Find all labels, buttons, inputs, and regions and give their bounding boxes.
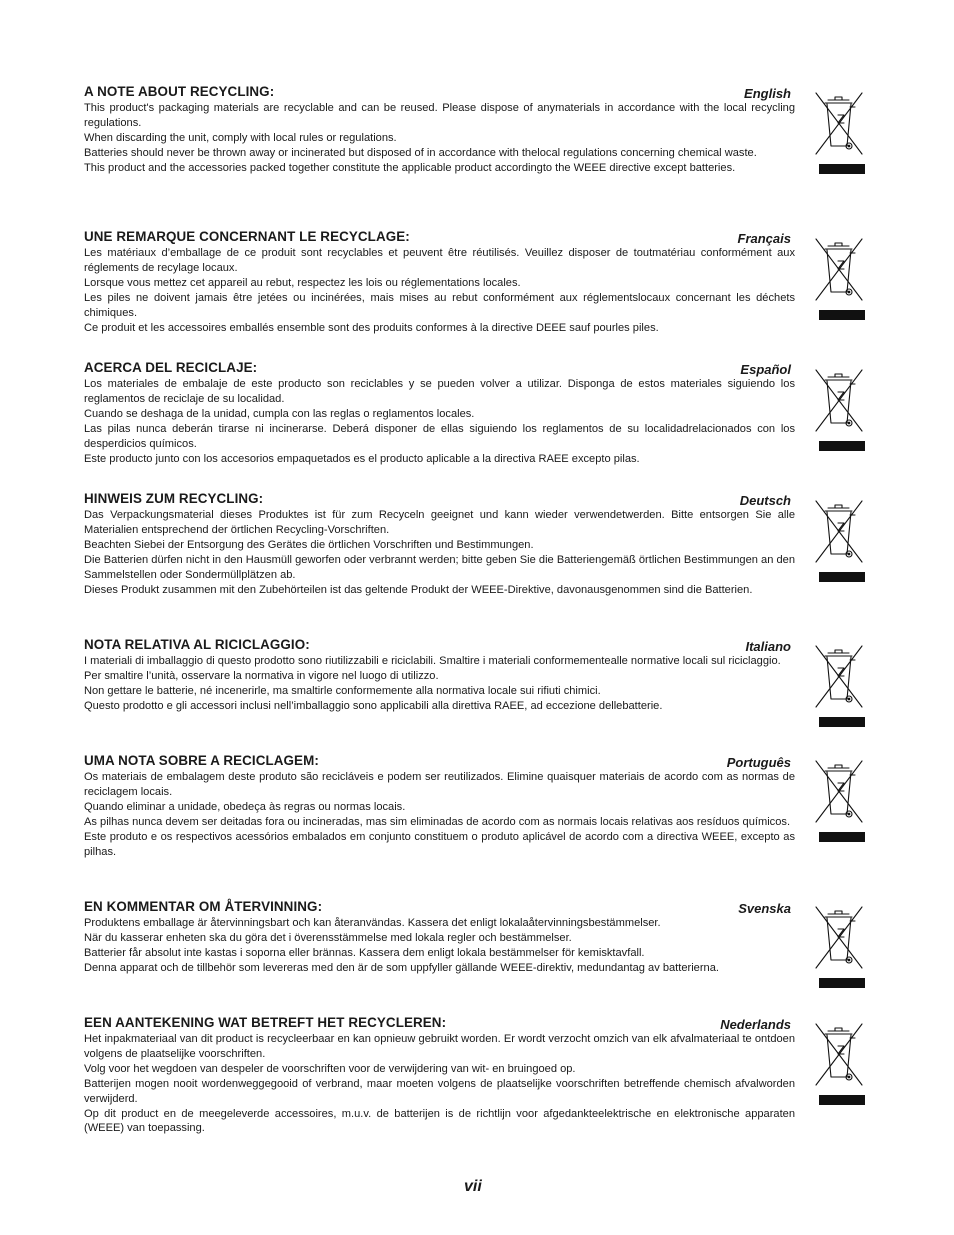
- section-deutsch: [84, 491, 866, 597]
- weee-bin-icon: [811, 236, 867, 320]
- paragraph: Die Batterien dürfen nicht in den Hausmüll geworfen oder verbrannt werden; bitte geben Sie die Batteriengemäß örtlichen Bestimmungen an den Sammelstellen oder Sondermüllplätzen ab.: [84, 553, 795, 581]
- section-body: [84, 916, 795, 976]
- section-english: [84, 84, 866, 176]
- paragraph: When discarding the unit, comply with local rules or regulations.: [84, 131, 397, 144]
- language-label: English: [744, 86, 791, 101]
- paragraph: Questo prodotto e gli accessori inclusi nell’imballaggio sono applicabili alla direttiva RAEE, ad eccezione dellebatterie.: [84, 699, 663, 712]
- section-header: [84, 84, 796, 101]
- weee-bin-icon: [811, 643, 867, 727]
- paragraph: Batterier får absolut inte kastas i soporna eller brännas. Kassera dem enligt lokala bestämmelser för kemisktavfall.: [84, 946, 645, 959]
- paragraph: Os materiais de embalagem deste produto são recicláveis e podem ser reutilizados. Elimine quaisquer materiais de acordo com as normas de reciclagem locais.: [84, 771, 795, 798]
- weee-bin-icon: [811, 904, 867, 988]
- paragraph: As pilhas nunca devem ser deitadas fora ou incineradas, mas sim eliminadas de acordo com as normais locais relativas aos resíduos químicos.: [84, 815, 791, 828]
- weee-bar-mark: [819, 572, 865, 582]
- paragraph: Las pilas nunca deberán tirarse ni incinerarse. Deberá disponer de ellas siguiendo los reglamentos de su localidadrelacionados con los desperdicios químicos.: [84, 422, 795, 450]
- paragraph: Per smaltire l’unità, osservare la normativa in vigore nel luogo di utilizzo.: [84, 669, 439, 682]
- section-body: [84, 1032, 795, 1136]
- section-svenska: [84, 899, 866, 976]
- section-body: [84, 377, 795, 466]
- section-espanol: [84, 360, 866, 466]
- language-label: Nederlands: [720, 1017, 791, 1032]
- language-label: Svenska: [738, 901, 791, 916]
- section-body: [84, 654, 795, 714]
- section-header: [84, 899, 796, 916]
- weee-bar-mark: [819, 164, 865, 174]
- weee-bin-icon: [811, 758, 867, 842]
- paragraph: Cuando se deshaga de la unidad, cumpla con las reglas o reglamentos locales.: [84, 407, 475, 420]
- paragraph: Quando eliminar a unidade, obedeça às regras ou normas locais.: [84, 800, 406, 813]
- page-number: vii: [464, 1178, 482, 1195]
- paragraph: Este produto e os respectivos acessórios embalados em conjunto constituem o produto aplicável de acordo com a directiva WEEE, excepto as pilhas.: [84, 830, 795, 858]
- weee-bin-icon: [811, 367, 867, 451]
- weee-bar-mark: [819, 441, 865, 451]
- section-header: [84, 229, 796, 246]
- weee-bin-icon: [811, 1021, 867, 1105]
- language-label: Français: [737, 231, 791, 246]
- paragraph: Lorsque vous mettez cet appareil au rebut, respectez les lois ou réglementations locales.: [84, 276, 521, 289]
- section-header: [84, 360, 796, 377]
- section-body: [84, 101, 795, 176]
- weee-bin-icon: [811, 498, 867, 582]
- section-italiano: [84, 637, 866, 714]
- section-body: [84, 508, 795, 597]
- paragraph: Este producto junto con los accesorios empaquetados es el producto aplicable a la directiva RAEE excepto pilas.: [84, 452, 640, 465]
- section-title: ACERCA DEL RECICLAJE:: [84, 360, 258, 375]
- paragraph: Los materiales de embalaje de este producto son reciclables y se pueden volver a utilizar. Disponga de estos materiales siguiendo los reglamentos de reciclaje de su localidad.: [84, 378, 795, 405]
- paragraph: Denna apparat och de tillbehör som levereras med den är de som uppfyller gällande WEEE-direktiv, medundantag av batterierna.: [84, 961, 719, 974]
- paragraph: Dieses Produkt zusammen mit den Zubehörteilen ist das geltende Produkt der WEEE-Direktive, davonausgenommen sind die Batterien.: [84, 583, 753, 596]
- paragraph: Batteries should never be thrown away or incinerated but disposed of in accordance with thelocal regulations concerning chemical waste.: [84, 146, 757, 159]
- paragraph: Op dit product en de meegeleverde accessoires, m.u.v. de batterijen is de richtlijn voor afgedankteelektrische en elektronische apparaten (WEEE) van toepassing.: [84, 1107, 795, 1135]
- language-label: Italiano: [745, 639, 791, 654]
- paragraph: Non gettare le batterie, né incenerirle, ma smaltirle conformemente alla normativa locale sui rifiuti chimici.: [84, 684, 601, 697]
- paragraph: This product and the accessories packed together constitute the applicable product accordingto the WEEE directive except batteries.: [84, 161, 736, 174]
- paragraph: Beachten Siebei der Entsorgung des Gerätes die örtlichen Vorschriften und Bestimmungen.: [84, 538, 534, 551]
- section-title: EEN AANTEKENING WAT BETREFT HET RECYCLEREN:: [84, 1015, 447, 1030]
- section-header: [84, 637, 796, 654]
- language-label: Español: [740, 362, 791, 377]
- paragraph: Het inpakmateriaal van dit product is recycleerbaar en kan opnieuw gebruikt worden. Er wordt verzocht omzich van elk afvalmateriaal te ontdoen volgens de plaatselijke voorschriften.: [84, 1033, 795, 1060]
- section-header: [84, 753, 796, 770]
- paragraph: I materiali di imballaggio di questo prodotto sono riutilizzabili e riciclabili. Smaltire i materiali conformementealle normative locali sul riciclaggio.: [84, 655, 781, 667]
- language-label: Deutsch: [739, 493, 791, 508]
- paragraph: Les piles ne doivent jamais être jetées ou incinérées, mais mises au rebut conformément aux réglementslocaux concernant les déchets chimiques.: [84, 291, 795, 319]
- paragraph: Produktens emballage är återvinningsbart och kan återanvändas. Kassera det enligt lokalaåtervinningsbestämmelser.: [84, 917, 661, 929]
- weee-bar-mark: [819, 717, 865, 727]
- paragraph: Das Verpackungsmaterial dieses Produktes ist für zum Recyceln geeignet und kann wieder verwendetwerden. Bitte entsorgen Sie alle Materialien entsprechend der örtlichen Recycling-Vorschriften.: [84, 509, 795, 536]
- weee-bin-icon: [811, 90, 867, 174]
- section-header: [84, 491, 796, 508]
- weee-bar-mark: [819, 310, 865, 320]
- weee-bar-mark: [819, 1095, 865, 1105]
- section-nederlands: [84, 1015, 866, 1136]
- section-body: [84, 246, 795, 335]
- paragraph: This product's packaging materials are recyclable and can be reused. Please dispose of anymaterials in accordance with the local recycling regulations.: [84, 102, 795, 129]
- section-title: UNE REMARQUE CONCERNANT LE RECYCLAGE:: [84, 229, 410, 244]
- paragraph: Batterijen mogen nooit wordenweggegooid of verbrand, maar moeten volgens de plaatselijke voorschriften betreffende chemisch afvalworden verwijderd.: [84, 1077, 795, 1105]
- section-title: EN KOMMENTAR OM ÅTERVINNING:: [84, 899, 323, 914]
- weee-bar-mark: [819, 832, 865, 842]
- weee-bar-mark: [819, 978, 865, 988]
- section-body: [84, 770, 795, 859]
- section-title: UMA NOTA SOBRE A RECICLAGEM:: [84, 753, 319, 768]
- paragraph: När du kasserar enheten ska du göra det i överensstämmelse med lokala regler och bestämmelser.: [84, 931, 572, 944]
- section-title: NOTA RELATIVA AL RICICLAGGIO:: [84, 637, 310, 652]
- paragraph: Volg voor het wegdoen van despeler de voorschriften voor de verwijdering van wit- en bruingoed op.: [84, 1062, 576, 1075]
- section-header: [84, 1015, 796, 1032]
- language-label: Português: [726, 755, 791, 770]
- paragraph: Les matériaux d’emballage de ce produit sont recyclables et peuvent être réutilisés. Veuillez disposer de toutmatériau conformément aux réglements de recylage locaux.: [84, 247, 795, 274]
- section-francais: [84, 229, 866, 335]
- section-title: HINWEIS ZUM RECYCLING:: [84, 491, 264, 506]
- section-portugues: [84, 753, 866, 859]
- section-title: A NOTE ABOUT RECYCLING:: [84, 84, 275, 99]
- paragraph: Ce produit et les accessoires emballés ensemble sont des produits conformes à la directive DEEE sauf pourles piles.: [84, 321, 659, 334]
